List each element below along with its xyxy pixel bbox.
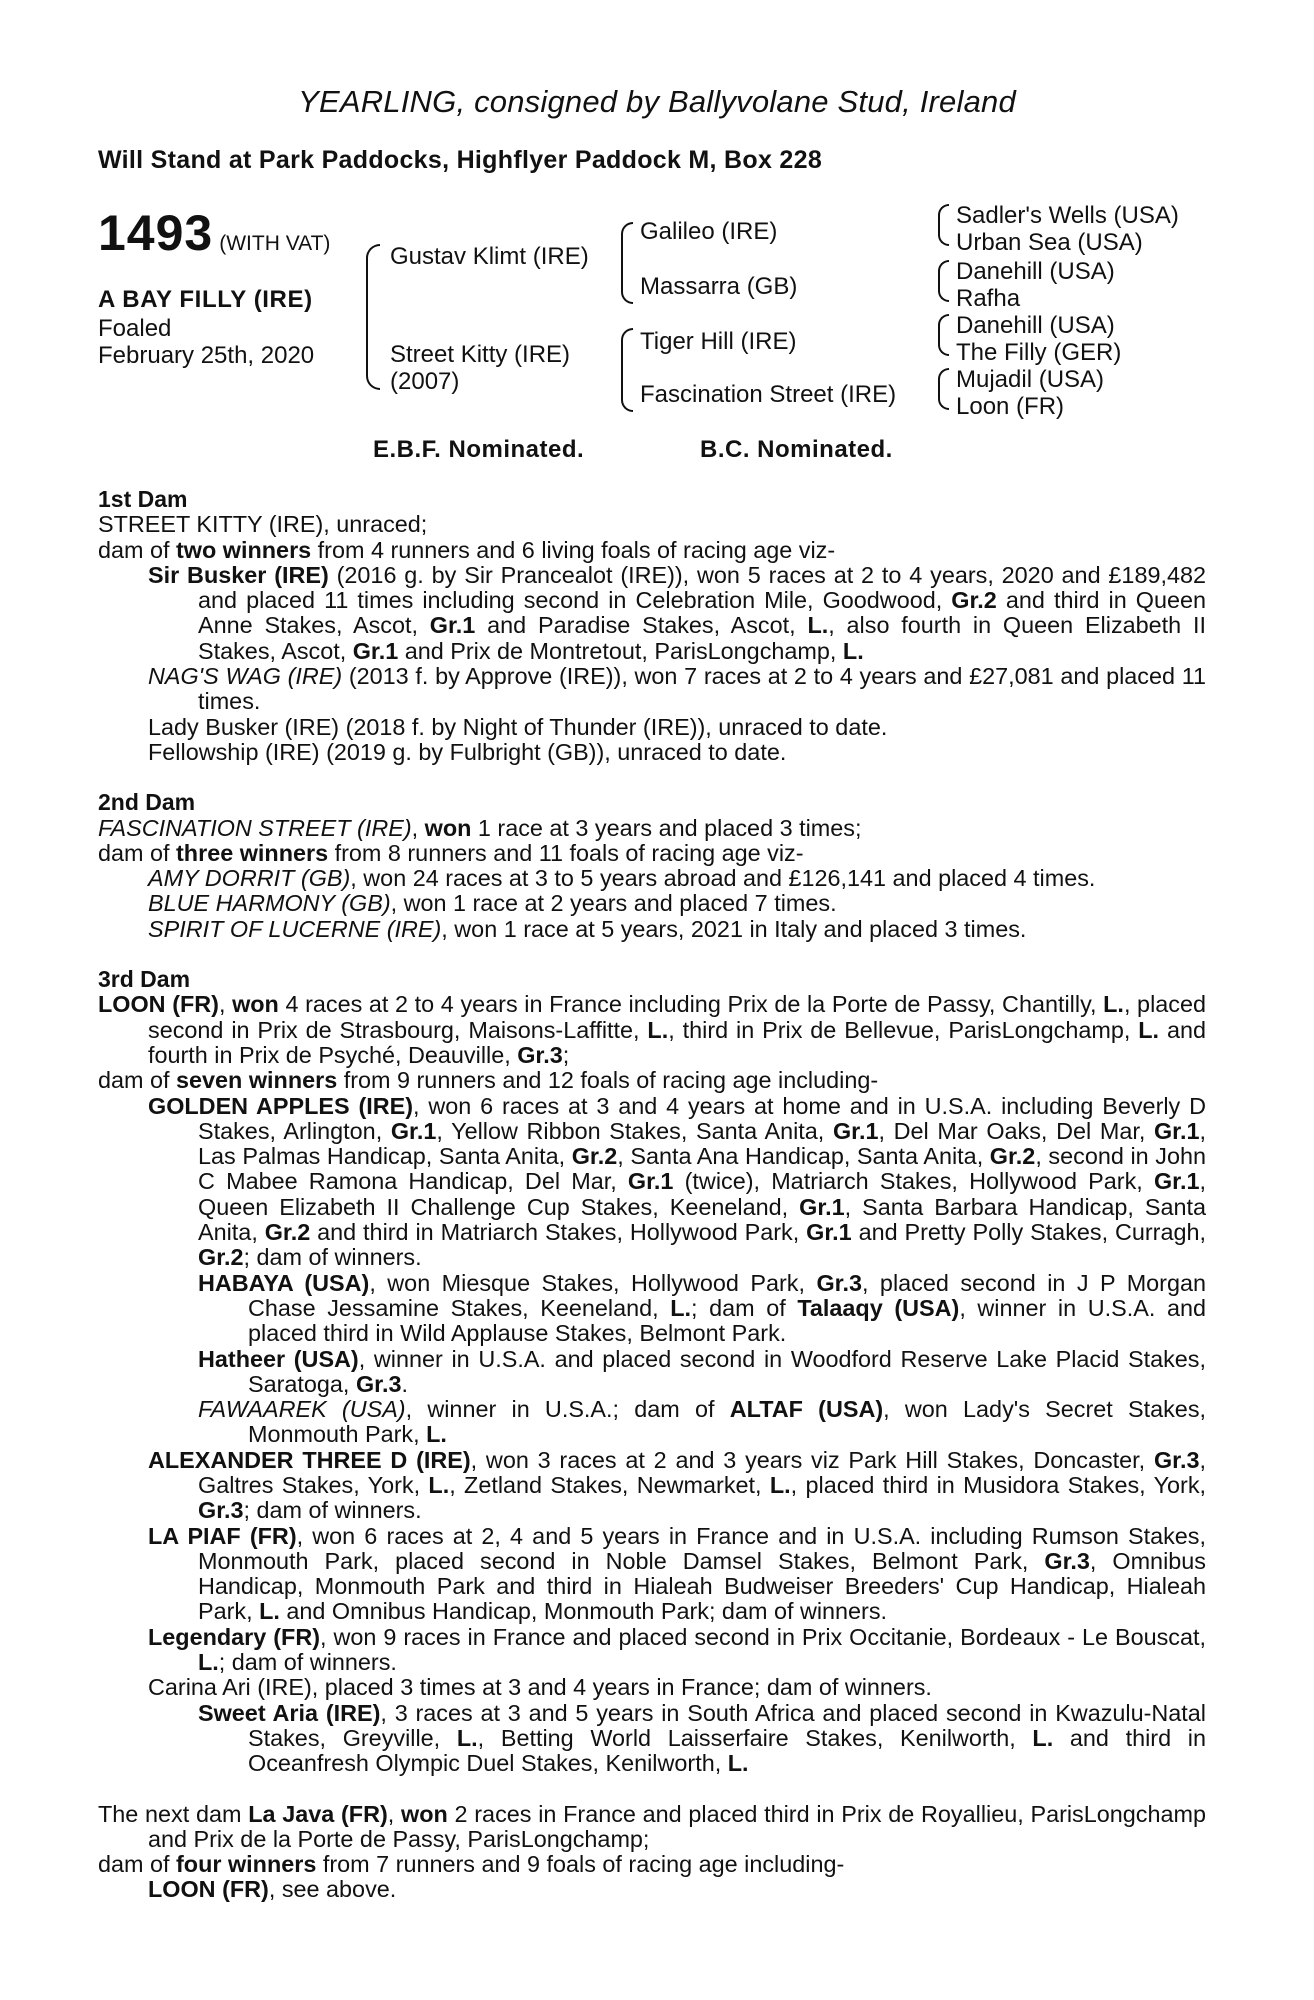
pedigree-dss: Danehill (USA) [956,312,1115,339]
third-dam-heading: 3rd Dam [98,966,191,993]
pedigree-brace-5 [938,260,949,302]
produce-entry: LOON (FR), see above. [148,1876,397,1903]
produce-entry: ALEXANDER THREE D (IRE), won 3 races at 2 and 3 years viz Park Hill Stakes, Doncaster, Gr.3, Galtres Stakes, York, L., Zetland Stakes, Newmarket, L., placed third in Musidora Stakes, York, Gr.3; dam of winners. [148,1446,1207,1524]
vat-note: (WITH VAT) [219,232,331,255]
pedigree-dam: Street Kitty (IRE) [390,341,571,368]
produce-entry: Sir Busker (IRE) (2016 g. by Sir Prancealot (IRE)), won 5 races at 2 to 4 years, 2020 and £189,482 and placed 11 times including second in Celebration Mile, Goodwood, Gr.2 and third in Queen Anne Stakes, Ascot, Gr.1 and Paradise Stakes, Ascot, L., also fourth in Queen Elizabeth II Stakes, Ascot, Gr.1 and Prix de Montretout, ParisLongchamp, L. [148,561,1206,664]
pedigree-dam-dam: Fascination Street (IRE) [640,381,897,408]
ebf-nomination: E.B.F. Nominated. [373,436,585,463]
foaled-date: February 25th, 2020 [98,342,315,369]
lot-heading [98,204,330,262]
pedigree-sire-dam: Massarra (GB) [640,273,798,300]
produce-entry: Fellowship (IRE) (2019 g. by Fulbright (GB)), unraced to date. [148,738,787,765]
pedigree-ddd: Loon (FR) [956,393,1065,420]
produce-entry: AMY DORRIT (GB), won 24 races at 3 to 5 years abroad and £126,141 and placed 4 times. [148,865,1096,892]
produce-entry: SPIRIT OF LUCERNE (IRE), won 1 race at 5 years, 2021 in Italy and placed 3 times. [148,915,1027,942]
pedigree-brace-6 [938,314,949,356]
pedigree-sire: Gustav Klimt (IRE) [390,243,589,270]
lot-number: 1493 [98,205,214,261]
pedigree-sds: Danehill (USA) [956,258,1115,285]
produce-entry: NAG'S WAG (IRE) (2013 f. by Approve (IRE)), won 7 races at 2 to 4 years and £27,081 and placed 11 times. [148,663,1206,715]
first-dam-summary: dam of two winners from 4 runners and 6 living foals of racing age viz- [98,536,836,563]
bc-nomination: B.C. Nominated. [700,436,893,463]
second-dam-heading: 2nd Dam [98,789,196,816]
pedigree-sire-sire: Galileo (IRE) [640,218,778,245]
first-dam-line: STREET KITTY (IRE), unraced; [98,511,428,538]
first-dam-heading: 1st Dam [98,486,188,512]
produce-entry: Carina Ari (IRE), placed 3 times at 3 and 4 years in France; dam of winners. [148,1674,932,1701]
next-dam-summary: dam of four winners from 7 runners and 9 foals of racing age including- [98,1851,845,1878]
foaled-info [98,315,314,369]
pedigree-brace-main [366,244,380,390]
pedigree-ssd: Urban Sea (USA) [956,229,1143,256]
produce-entry: Lady Busker (IRE) (2018 f. by Night of Thunder (IRE)), unraced to date. [148,713,888,740]
second-dam-summary: dam of three winners from 8 runners and 11 foals of racing age viz- [98,839,804,866]
pedigree-dds: Mujadil (USA) [956,366,1105,393]
lot-description: A BAY FILLY (IRE) [98,286,313,313]
second-dam-line: FASCINATION STREET (IRE), won 1 race at 3 years and placed 3 times; [98,814,862,841]
consignor-line: YEARLING, consigned by Ballyvolane Stud, Ireland [298,84,1016,119]
third-dam-summary: dam of seven winners from 9 runners and 12 foals of racing age including- [98,1067,879,1094]
pedigree-dam-sire: Tiger Hill (IRE) [640,328,797,355]
next-dam-line: The next dam La Java (FR), won 2 races in France and placed third in Prix de Royallieu, ParisLongchamp and Prix de la Porte de Passy, ParisLongchamp; [98,1800,1206,1852]
produce-entry: FAWAAREK (USA), winner in U.S.A.; dam of ALTAF (USA), won Lady's Secret Stakes, Monmouth Park, L. [198,1396,1207,1448]
pedigree-dsd: The Filly (GER) [956,339,1122,366]
pedigree-sss: Sadler's Wells (USA) [956,202,1179,229]
produce-entry: GOLDEN APPLES (IRE), won 6 races at 3 and 4 years at home and in U.S.A. including Beverly D Stakes, Arlington, Gr.1, Yellow Ribbon Stakes, Santa Anita, Gr.1, Del Mar Oaks, Del Mar, Gr.1, Las Palmas Handicap, Santa Anita, Gr.2, Santa Ana Handicap, Santa Anita, Gr.2, second in John C Mabee Ramona Handicap, Del Mar, Gr.1 (twice), Matriarch Stakes, Hollywood Park, Gr.1, Queen Elizabeth II Challenge Cup Stakes, Keeneland, Gr.1, Santa Barbara Handicap, Santa Anita, Gr.2 and third in Matriarch Stakes, Hollywood Park, Gr.1 and Pretty Polly Stakes, Curragh, Gr.2; dam of winners. [148,1092,1206,1271]
stand-location: Will Stand at Park Paddocks, Highflyer Paddock M, Box 228 [98,146,823,174]
third-dam-line: LOON (FR), won 4 races at 2 to 4 years in France including Prix de la Porte de Passy, Chantilly, L., placed second in Prix de Strasbourg, Maisons-Laffitte, L., third in Prix de Bellevue, ParisLongchamp, L. and fourth in Prix de Psyché, Deauville, Gr.3; [98,991,1206,1068]
pedigree-brace-4 [938,204,949,246]
produce-record [98,487,1206,1903]
produce-entry: LA PIAF (FR), won 6 races at 2, 4 and 5 years in France and in U.S.A. including Rumson Stakes, Monmouth Park, placed second in Noble Damsel Stakes, Belmont Park, Gr.3, Omnibus Handicap, Monmouth Park and third in Hialeah Budweiser Breeders' Cup Handicap, Hialeah Park, L. and Omnibus Handicap, Monmouth Park; dam of winners. [148,1522,1206,1625]
pedigree-sdd: Rafha [956,285,1021,312]
produce-entry: HABAYA (USA), won Miesque Stakes, Hollywood Park, Gr.3, placed second in J P Morgan Chase Jessamine Stakes, Keeneland, L.; dam of Talaaqy (USA), winner in U.S.A. and placed third in Wild Applause Stakes, Belmont Park. [198,1269,1206,1347]
pedigree-brace-7 [938,368,949,410]
foaled-label: Foaled [98,315,172,342]
produce-entry: Sweet Aria (IRE), 3 races at 3 and 5 years in South Africa and placed second in Kwazulu-Natal Stakes, Greyville, L., Betting World Laisserfaire Stakes, Kenilworth, L. and third in Oceanfresh Olympic Duel Stakes, Kenilworth, L. [198,1699,1207,1777]
pedigree-dam-year: (2007) [390,368,460,395]
pedigree-brace-dam [621,328,633,412]
produce-entry: BLUE HARMONY (GB), won 1 race at 2 years and placed 7 times. [148,890,837,917]
produce-entry: Hatheer (USA), winner in U.S.A. and placed second in Woodford Reserve Lake Placid Stakes, Saratoga, Gr.3. [198,1345,1206,1397]
pedigree-brace-sire [621,222,633,304]
produce-entry: Legendary (FR), won 9 races in France and placed second in Prix Occitanie, Bordeaux - Le Bouscat, L.; dam of winners. [148,1623,1207,1676]
